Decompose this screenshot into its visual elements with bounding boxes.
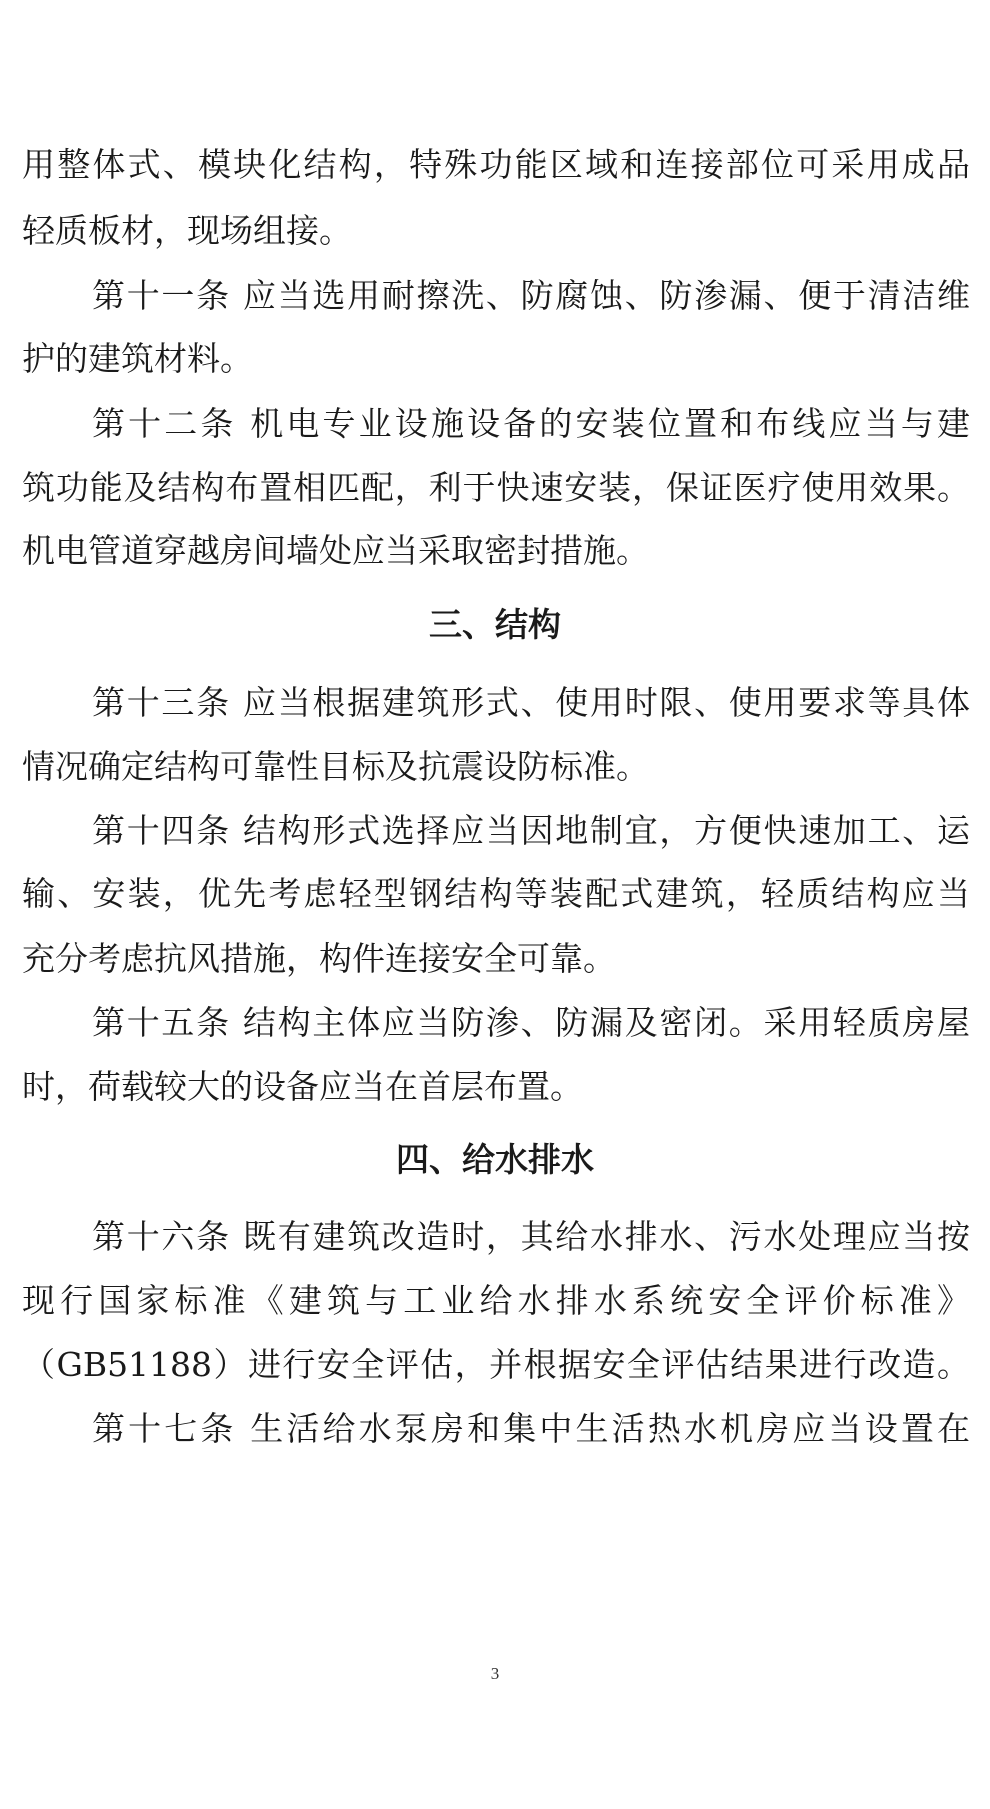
article-12-line: 第十二条 机电专业设施设备的安装位置和布线应当与建	[92, 404, 970, 443]
paragraph-line: 现行国家标准《建筑与工业给水排水系统安全评价标准》	[22, 1281, 970, 1320]
article-16-line: 第十六条 既有建筑改造时，其给水排水、污水处理应当按	[92, 1217, 970, 1256]
article-15-line: 第十五条 结构主体应当防渗、防漏及密闭。采用轻质房屋	[92, 1003, 970, 1042]
section-heading-structure: 三、结构	[429, 605, 561, 644]
article-14-line: 第十四条 结构形式选择应当因地制宜，方便快速加工、运	[92, 811, 970, 850]
paragraph-line: 情况确定结构可靠性目标及抗震设防标准。	[22, 747, 649, 786]
article-13-line: 第十三条 应当根据建筑形式、使用时限、使用要求等具体	[92, 683, 970, 722]
paragraph-line: 用整体式、模块化结构，特殊功能区域和连接部位可采用成品	[22, 145, 970, 184]
paragraph-line: 输、安装，优先考虑轻型钢结构等装配式建筑，轻质结构应当	[22, 874, 970, 913]
article-17-line: 第十七条 生活给水泵房和集中生活热水机房应当设置在	[92, 1409, 970, 1448]
paragraph-line: 时，荷载较大的设备应当在首层布置。	[22, 1067, 583, 1106]
page-number: 3	[490, 1664, 500, 1683]
paragraph-line: 充分考虑抗风措施，构件连接安全可靠。	[22, 939, 616, 978]
paragraph-line: 机电管道穿越房间墙处应当采取密封措施。	[22, 531, 649, 570]
article-11-line: 第十一条 应当选用耐擦洗、防腐蚀、防渗漏、便于清洁维	[92, 276, 970, 315]
section-heading-water: 四、给水排水	[396, 1140, 594, 1179]
paragraph-line: 轻质板材，现场组接。	[22, 211, 352, 250]
paragraph-line: 筑功能及结构布置相匹配，利于快速安装，保证医疗使用效果。	[22, 468, 970, 507]
paragraph-line: （GB51188）进行安全评估，并根据安全评估结果进行改造。	[22, 1345, 970, 1384]
paragraph-line: 护的建筑材料。	[22, 339, 253, 378]
